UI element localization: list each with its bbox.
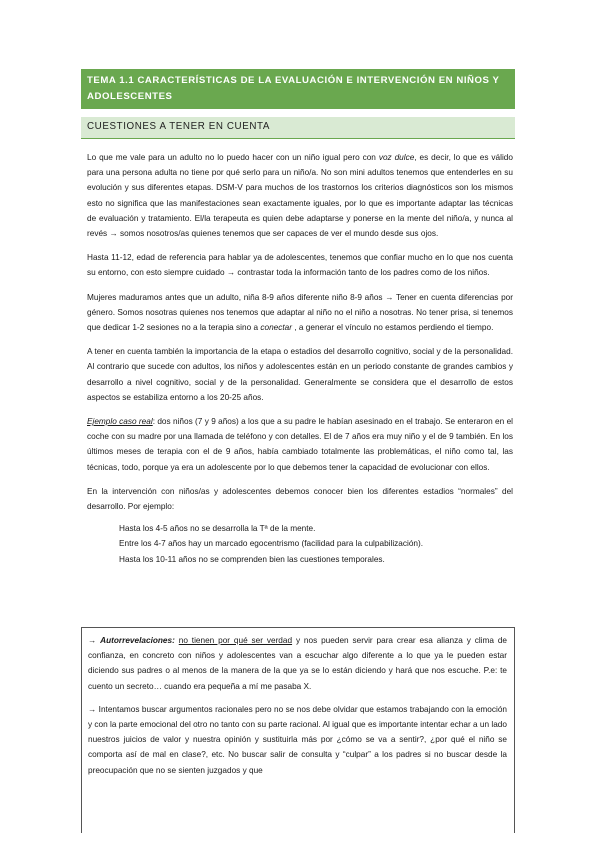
list-item: Hasta los 10-11 años no se comprenden bien las cuestiones temporales. (119, 554, 385, 564)
p3-text-a: Mujeres maduramos antes que un adulto, niña 8-9 años diferente niño 8-9 años (87, 292, 386, 302)
arrow-right-icon: → (109, 229, 118, 239)
body-content (87, 150, 513, 579)
arrow-right-icon: → (88, 636, 97, 645)
arrow-right-icon: → (385, 292, 394, 302)
list-item: Hasta los 4-5 años no se desarrolla la Tª de la mente. (119, 524, 316, 534)
arrow-right-icon: → (88, 704, 97, 714)
box-paragraph-rational-arguments (88, 702, 507, 778)
p2-text-a: Hasta 11-12, edad de referencia para hablar ya de adolescentes, tenemos que confiar mucho en lo que nos cuenta su entorno, con esto siempre cuidado (87, 253, 513, 278)
self-disclosure-underlined: no tienen por qué ser verdad (178, 636, 293, 645)
paragraph-gender-differences (87, 290, 513, 336)
p2-text-b: contrastar toda la información tanto de los padres como de los niños. (235, 268, 490, 278)
p1-italic: voz dulce (378, 153, 415, 162)
rational-arguments-text: Intentamos buscar argumentos racionales pero no se nos debe olvidar que estamos trabajando con la emoción y con la parte emocional del otro no tanto con su parte racional. Al igual que es importante intentar echar a un lado nuestros juicios de valor y nuestra opinión y sustituirla más por ¿cómo se va a sentir?, ¿por qué el niño se comporta así de mal en clase?, etc. No buscar salir de consulta y “culpar” a los padres si no buscar desde la preocupación que no se sienten juzgados y que (88, 704, 507, 775)
paragraph-age-reference (87, 250, 513, 280)
paragraph-development-stages: A tener en cuenta también la importancia de la etapa o estadios del desarrollo cognitivo, social y de la personalidad. Al contrario que sucede con adultos, los niños y adolescentes están en un periodo constante de grandes cambios y desarrollo a nivel cognitivo, social y de la personalidad. Generalmente se considera que el desarrollo de estos aspectos se estabiliza entorno a los 20-25 años. (87, 347, 513, 402)
self-disclosure-label: Autorrevelaciones: (100, 636, 175, 645)
paragraph-adults-vs-children (87, 150, 513, 241)
section-heading-banner (81, 117, 515, 139)
list-item: Entre los 4-7 años hay un marcado egocentrismo (facilidad para la culpabilización). (119, 539, 424, 549)
p1-text-b: , es decir, lo que es válido para una persona adulta no tiene por qué serlo para un niño/a. No son mini adultos tenemos que entenderles en su evolución y sus diferentes etapas. DSM-V para muchos de los trastornos los criterios diagnósticos son los mismos esto no significa que las manifestaciones sean exactamente iguales, por lo que es importante adaptar las técnicas de evaluación y tratamiento. El/la terapeuta es quien debe adaptarse y ponerse en la mente del niño/a, y nunca al revés (87, 153, 513, 239)
section-title: CUESTIONES A TENER EN CUENTA (87, 121, 271, 132)
self-disclosure-text: y nos pueden servir para crear esa alianza y clima de confianza, en concreto con niños y adolescentes van a escuchar algo diferente a lo que ya le pueden estar diciendo sus padres o al menos de la manera de la que ya se lo están diciendo y hará que nos escuche. P.e: te cuento un secreto… cuando era pequeña a mí me pasaba X. (88, 636, 507, 691)
topic-title-banner (81, 69, 515, 109)
real-case-text: : dos niños (7 y 9 años) a los que a su padre le habían asesinado en el trabajo. Se enteraron en el coche con su madre por una llamada de teléfono y con detalles. El de 7 años era muy niño y el de 9 también. En los últimos meses de terapia con el de 9 años, había cambiado totalmente las problemáticas, el niño como tal, las técnicas, todo, porque ya era un adolescente por lo que debemos tener la capacidad de evolucionar con ellos. (87, 417, 513, 472)
box-paragraph-self-disclosure (88, 633, 507, 694)
p3-text-b: Tener en cuenta diferencias por género. Somos nosotras quienes nos tenemos que adaptar al niño no el niño a nosotras. No tener prisa, si tenemos que dedicar 1-2 sesiones no a la terapia sino a (87, 292, 513, 333)
paragraph-normal-stages: En la intervención con niños/as y adolescentes debemos conocer bien los diferentes estadios “normales” del desarrollo. Por ejemplo: (87, 486, 513, 512)
p3-italic: conectar (260, 323, 293, 333)
topic-title: TEMA 1.1 CARACTERÍSTICAS DE LA EVALUACIÓN E INTERVENCIÓN EN NIÑOS Y ADOLESCENTES (87, 75, 500, 102)
p1-text-c: somos nosotros/as quienes tenemos que ser capaces de ver el mundo desde sus ojos. (117, 229, 439, 239)
p1-text-a: Lo que me vale para un adulto no lo puedo hacer con un niño igual pero con (87, 153, 379, 162)
p3-text-c: , a generar el vínculo no estamos perdiendo el tiempo. (292, 323, 494, 333)
real-case-label: Ejemplo caso real (87, 417, 153, 427)
paragraph-real-case-example (87, 414, 513, 475)
tips-box (81, 627, 515, 833)
examples-list (119, 521, 513, 567)
arrow-right-icon: → (226, 268, 236, 278)
